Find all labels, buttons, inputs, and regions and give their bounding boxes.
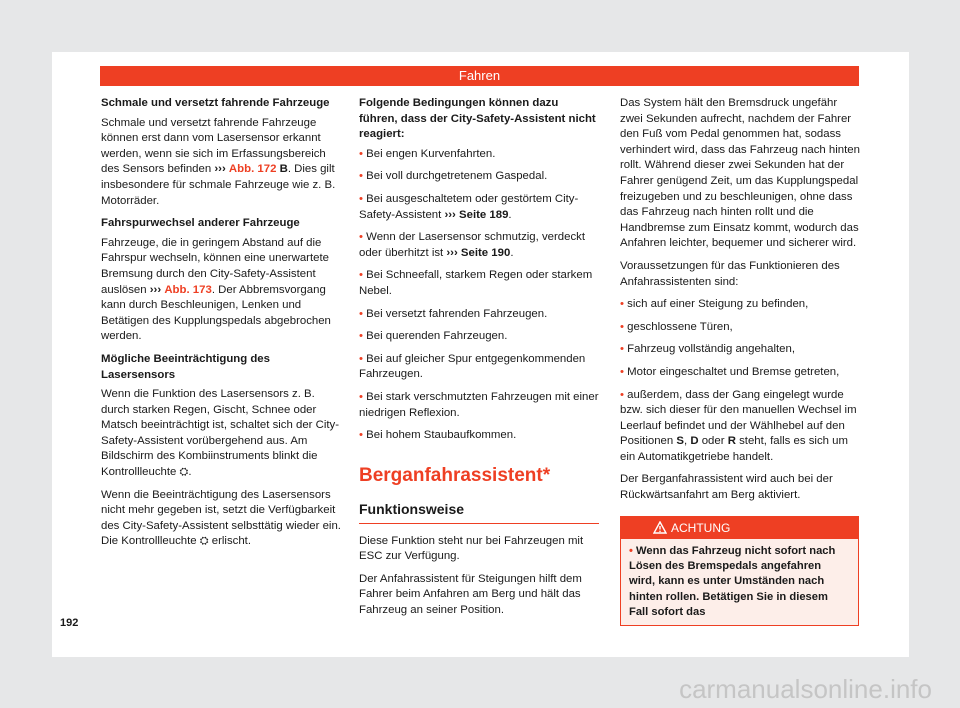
list-item: • Bei hohem Staubaufkommen. <box>359 429 517 442</box>
list-item: • Bei querenden Fahrzeugen. <box>359 330 508 343</box>
list-item: • Bei ausgeschaltetem oder gestörtem City-Safety-Assistent ››› Seite 189. <box>359 192 579 221</box>
paragraph-lane-change: Fahrzeuge, die in geringem Abstand auf die Fahrspur wechseln, können eine unerwartete Bremsung durch den City-Safety-Assistent auslösen ››› Abb. 173. Der Abbremsvorgang kann durch Beschleunigen, Lenken und Betätigen des Kupplungspedals abgebrochen werden. <box>101 236 331 343</box>
city-safety-warning-lamp-icon: ⛭ <box>199 535 209 548</box>
column-right <box>620 96 860 626</box>
list-item: • Motor eingeschaltet und Bremse getreten, <box>620 365 840 378</box>
paragraph-sensor-impairment: Wenn die Funktion des Lasersensors z. B. durch starken Regen, Gischt, Schnee oder Matsch beeinträchtigt ist, schaltet sich der City-Safety-Assistent vorübergehend aus. Am Bildschirm des Kombiinstruments blinkt die Kontrollleuchte ⛭. <box>101 388 340 479</box>
figure-link-172[interactable]: Abb. 172 <box>228 163 277 176</box>
list-item: • Bei stark verschmutzten Fahrzeugen mit einer niedrigen Reflexion. <box>359 390 599 419</box>
page-number: 192 <box>60 617 79 629</box>
warning-triangle-icon <box>653 521 667 534</box>
list-item: • Bei versetzt fahrenden Fahrzeugen. <box>359 307 548 320</box>
warning-text: • Wenn das Fahrzeug nicht sofort nach Lösen des Bremspedals angefahren wird, kann es unter Umständen nach hinten rollen. Betätigen Sie in diesem Fall sofort das <box>629 544 836 619</box>
heading-conditions: Folgende Bedingungen können dazu führen, dass der City-Safety-Assistent nicht reagiert: <box>359 97 596 141</box>
chapter-header: Fahren <box>100 66 859 86</box>
column-middle <box>359 96 599 626</box>
list-item: • Wenn der Lasersensor schmutzig, verdeckt oder überhitzt ist ››› Seite 190. <box>359 231 586 259</box>
list-item: • Bei engen Kurvenfahrten. <box>359 147 496 160</box>
heading-lane-change: Fahrspurwechsel anderer Fahrzeuge <box>101 217 300 230</box>
paragraph-reverse: Der Berganfahrassistent wird auch bei der Rückwärtsanfahrt am Berg aktiviert. <box>620 473 833 502</box>
figure-link-173[interactable]: Abb. 173 <box>164 283 212 296</box>
list-item: • Bei Schneefall, starkem Regen oder starkem Nebel. <box>359 269 593 297</box>
paragraph-brake-pressure: Das System hält den Bremsdruck ungefähr zwei Sekunden aufrecht, nachdem der Fahrer den Fuß vom Pedal genommen hat, sodass verhindert wird, dass das Fahrzeug nach hinten rollt. Während dieser zwei Sekunden hat der Fahrer genügend Zeit, um das Kupplungspedal freizugeben und zu beschleunigen, ohne dass das Fahrzeug nach hinten rollt und die Handbremse zum Einsatz kommt, wodurch das Anfahren leichter, bequemer und sicherer wird. <box>620 97 860 250</box>
subsection-title: Funktionsweise <box>359 500 599 524</box>
heading-sensor-impairment: Mögliche Beeinträchtigung des Lasersensors <box>101 352 270 381</box>
paragraph-hill-assist: Der Anfahrassistent für Steigungen hilft dem Fahrer beim Anfahren am Berg und hält das Fahrzeug an seiner Position. <box>359 572 582 617</box>
city-safety-warning-lamp-icon: ⛭ <box>179 466 189 479</box>
page-link-190[interactable]: ››› Seite 190 <box>446 246 511 259</box>
list-item: • sich auf einer Steigung zu befinden, <box>620 298 809 311</box>
warning-header <box>621 517 858 539</box>
list-item: • geschlossene Türen, <box>620 320 733 333</box>
list-item: • Bei voll durchgetretenem Gaspedal. <box>359 170 548 183</box>
warning-box <box>620 516 859 626</box>
watermark: carmanualsonline.info <box>679 674 932 704</box>
column-left <box>101 96 341 557</box>
section-title: Berganfahrassistent* <box>359 464 551 486</box>
paragraph-narrow-vehicles: Schmale und versetzt fahrende Fahrzeuge können erst dann vom Lasersensor erkannt werden, wenn sie sich im Erfassungsbereich des Sensors befinden ››› Abb. 172 B. Dies gilt insbesondere für schmale Fahrzeuge wie z. B. Motorräder. <box>101 116 336 207</box>
page-link-189[interactable]: ››› Seite 189 <box>444 208 509 221</box>
list-item: • Bei auf gleicher Spur entgegenkommenden Fahrzeugen. <box>359 352 586 381</box>
heading-narrow-vehicles: Schmale und versetzt fahrende Fahrzeuge <box>101 97 330 109</box>
warning-title: ACHTUNG <box>671 520 731 535</box>
list-item: • außerdem, dass der Gang eingelegt wurde bzw. sich dieser für den manuellen Wechsel im Leerlauf befindet und der Wählhebel auf den Positionen S, D oder R steht, falls es sich um ein Automatikgetriebe handelt. <box>620 388 857 463</box>
paragraph-sensor-restore: Wenn die Beeinträchtigung des Lasersensors nicht mehr gegeben ist, setzt die Verfügbarkeit des City-Safety-Assistent selbsttätig wieder ein. Die Kontrollleuchte ⛭ erlischt. <box>101 488 341 548</box>
paragraph-requirements: Voraussetzungen für das Funktionieren des Anfahrassistenten sind: <box>620 259 840 288</box>
paragraph-esc: Diese Funktion steht nur bei Fahrzeugen mit ESC zur Verfügung. <box>359 534 584 563</box>
list-item: • Fahrzeug vollständig angehalten, <box>620 343 795 356</box>
